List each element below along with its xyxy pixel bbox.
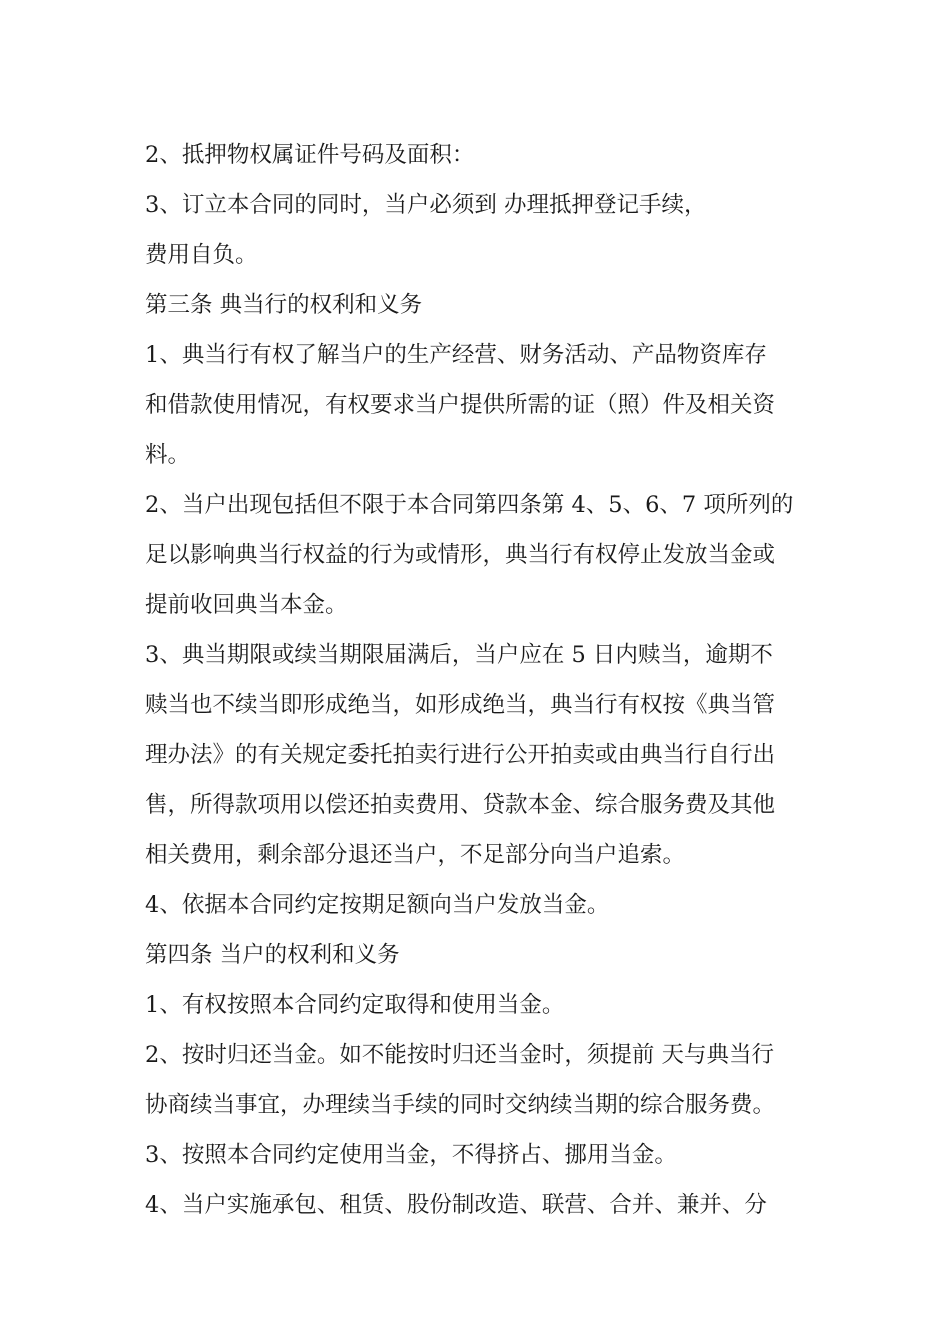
text-line: 费用自负。 — [145, 242, 258, 268]
text-line: 3、按照本合同约定使用当金，不得挤占、挪用当金。 — [145, 1142, 677, 1168]
text-line: 提前收回典当本金。 — [145, 592, 348, 618]
section-heading: 第三条 典当行的权利和义务 — [145, 292, 423, 318]
section-heading: 第四条 当户的权利和义务 — [145, 942, 400, 968]
text-line: 和借款使用情况，有权要求当户提供所需的证（照）件及相关资 — [145, 392, 776, 418]
document-body — [145, 130, 810, 1230]
text-line: 赎当也不续当即形成绝当，如形成绝当，典当行有权按《典当管 — [145, 692, 776, 718]
text-line: 4、当户实施承包、租赁、股份制改造、联营、合并、兼并、分 — [145, 1192, 767, 1218]
text-line: 4、依据本合同约定按期足额向当户发放当金。 — [145, 892, 610, 918]
text-line: 2、当户出现包括但不限于本合同第四条第 4、5、6、7 项所列的 — [145, 492, 794, 518]
text-line: 1、有权按照本合同约定取得和使用当金。 — [145, 992, 565, 1018]
text-line: 料。 — [145, 442, 191, 468]
text-line: 相关费用，剩余部分退还当户，不足部分向当户追索。 — [145, 842, 686, 868]
text-line: 1、典当行有权了解当户的生产经营、财务活动、产品物资库存 — [145, 342, 767, 368]
text-line: 售，所得款项用以偿还拍卖费用、贷款本金、综合服务费及其他 — [145, 792, 776, 818]
text-line: 协商续当事宜，办理续当手续的同时交纳续当期的综合服务费。 — [145, 1092, 776, 1118]
text-line: 3、典当期限或续当期限届满后，当户应在 5 日内赎当，逾期不 — [145, 642, 773, 668]
text-line: 足以影响典当行权益的行为或情形，典当行有权停止发放当金或 — [145, 542, 776, 568]
text-line: 理办法》的有关规定委托拍卖行进行公开拍卖或由典当行自行出 — [145, 742, 776, 768]
text-line: 2、抵押物权属证件号码及面积： — [145, 142, 475, 168]
text-line: 3、订立本合同的同时，当户必须到 办理抵押登记手续， — [145, 192, 707, 218]
text-line: 2、按时归还当金。如不能按时归还当金时，须提前 天与典当行 — [145, 1042, 774, 1068]
